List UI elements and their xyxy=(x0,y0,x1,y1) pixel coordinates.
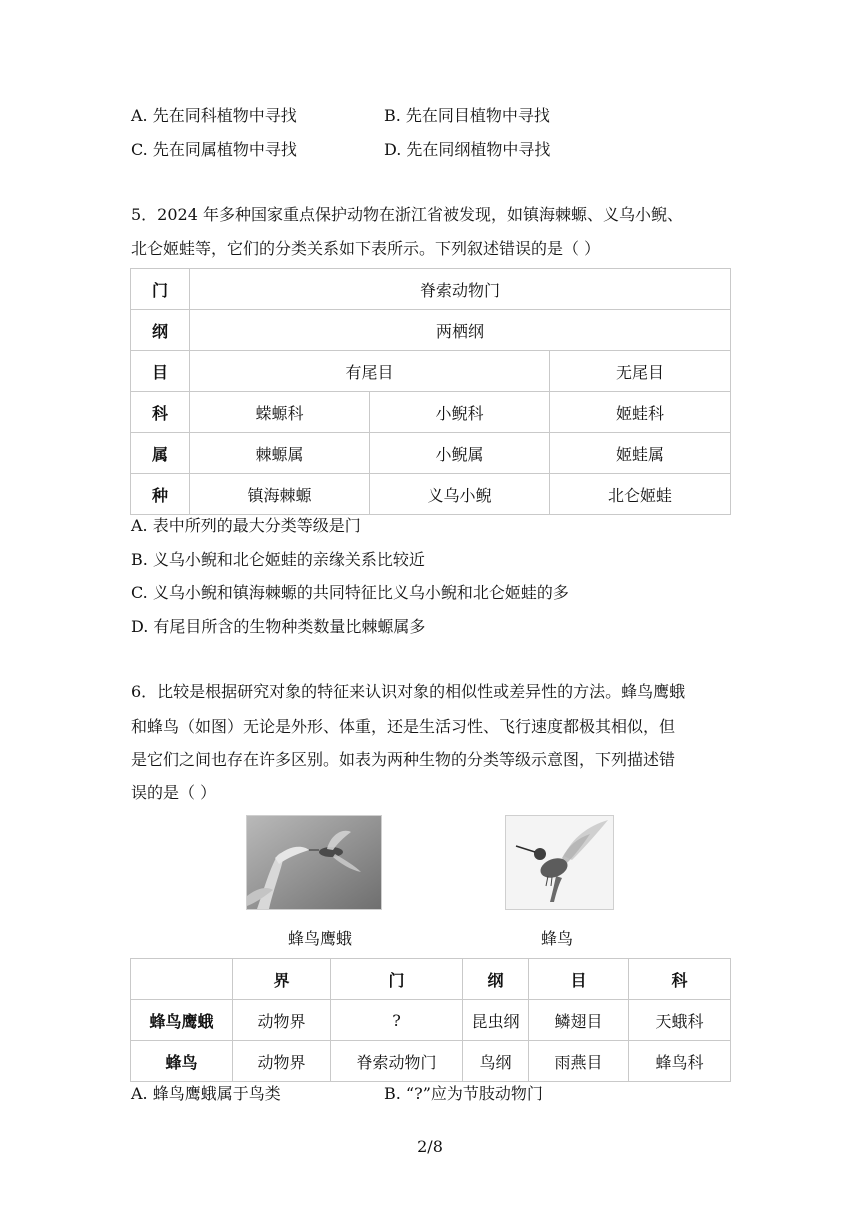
q5-stem-line-1: 5．2024 年多种国家重点保护动物在浙江省被发现，如镇海棘螈、义乌小鲵、 xyxy=(131,205,683,224)
q5-classification-table xyxy=(130,268,731,515)
q5-stem-line-2: 北仑姬蛙等，它们的分类关系如下表所示。下列叙述错误的是（ ） xyxy=(131,239,601,258)
table-row xyxy=(131,1000,731,1041)
hummingbird-caption: 蜂鸟 xyxy=(540,929,573,948)
row-head-genus: 属 xyxy=(131,433,190,474)
row-head-class: 纲 xyxy=(131,310,190,351)
q6-stem-line-1: 6．比较是根据研究对象的特征来认识对象的相似性或差异性的方法。蜂鸟鹰蛾 xyxy=(131,682,686,701)
cell-order-a: 有尾目 xyxy=(190,351,550,392)
hawk-moth-illustration xyxy=(247,816,381,909)
q6-option-a: A. 蜂鸟鹰蛾属于鸟类 xyxy=(131,1084,281,1103)
table-cell: 鸟纲 xyxy=(463,1041,529,1082)
q6-stem-line-4: 误的是（ ） xyxy=(131,783,217,802)
table-cell: 动物界 xyxy=(233,1000,331,1041)
q5-option-c: C. 义乌小鲵和镇海棘螈的共同特征比义乌小鲵和北仑姬蛙的多 xyxy=(131,583,569,602)
cell-phylum: 脊索动物门 xyxy=(190,269,731,310)
row-head-phylum: 门 xyxy=(131,269,190,310)
table-header-row xyxy=(131,959,731,1000)
table-row-class xyxy=(131,310,731,351)
hummingbird-photo xyxy=(505,815,614,910)
table-row-order xyxy=(131,351,731,392)
q6-stem-line-2: 和蜂鸟（如图）无论是外形、体重，还是生活习性、飞行速度都极其相似，但 xyxy=(131,717,676,736)
cell-order-b: 无尾目 xyxy=(550,351,731,392)
q6-option-b: B. “?”应为节肢动物门 xyxy=(384,1084,543,1103)
cell-family-3: 姬蛙科 xyxy=(550,392,731,433)
table-cell: 脊索动物门 xyxy=(331,1041,463,1082)
q6-stem-line-3: 是它们之间也存在许多区别。如表为两种生物的分类等级示意图，下列描述错 xyxy=(131,750,676,769)
cell-species-1: 镇海棘螈 xyxy=(190,474,370,515)
hawk-moth-photo xyxy=(246,815,382,910)
header-cell-order: 目 xyxy=(529,959,629,1000)
hawk-moth-caption: 蜂鸟鹰蛾 xyxy=(287,929,352,948)
cell-species-3: 北仑姬蛙 xyxy=(550,474,731,515)
row-head-order: 目 xyxy=(131,351,190,392)
header-cell-kingdom: 界 xyxy=(233,959,331,1000)
row-head-species: 种 xyxy=(131,474,190,515)
header-cell-phylum: 门 xyxy=(331,959,463,1000)
header-cell-family: 科 xyxy=(629,959,731,1000)
q5-option-a: A. 表中所列的最大分类等级是门 xyxy=(131,516,361,535)
table-row-species xyxy=(131,474,731,515)
table-cell: 雨燕目 xyxy=(529,1041,629,1082)
cell-class: 两栖纲 xyxy=(190,310,731,351)
q4-option-b: B. 先在同目植物中寻找 xyxy=(384,106,550,125)
q4-option-d: D. 先在同纲植物中寻找 xyxy=(384,140,551,159)
row-name-hawk-moth: 蜂鸟鹰蛾 xyxy=(131,1000,233,1041)
page-number: 2/8 xyxy=(417,1137,443,1156)
cell-genus-2: 小鲵属 xyxy=(370,433,550,474)
q6-comparison-table xyxy=(130,958,731,1082)
q5-option-d: D. 有尾目所含的生物种类数量比棘螈属多 xyxy=(131,617,426,636)
table-cell: 昆虫纲 xyxy=(463,1000,529,1041)
cell-genus-3: 姬蛙属 xyxy=(550,433,731,474)
header-cell-class: 纲 xyxy=(463,959,529,1000)
table-cell: 天蛾科 xyxy=(629,1000,731,1041)
table-row-genus xyxy=(131,433,731,474)
cell-species-2: 义乌小鲵 xyxy=(370,474,550,515)
table-cell: 鳞翅目 xyxy=(529,1000,629,1041)
row-name-hummingbird: 蜂鸟 xyxy=(131,1041,233,1082)
table-row xyxy=(131,1041,731,1082)
cell-family-2: 小鲵科 xyxy=(370,392,550,433)
table-row-family xyxy=(131,392,731,433)
cell-genus-1: 棘螈属 xyxy=(190,433,370,474)
hummingbird-illustration xyxy=(506,816,613,909)
cell-family-1: 蝾螈科 xyxy=(190,392,370,433)
table-row-phylum xyxy=(131,269,731,310)
q5-option-b: B. 义乌小鲵和北仑姬蛙的亲缘关系比较近 xyxy=(131,550,425,569)
table-cell-unknown: ? xyxy=(331,1000,463,1041)
table-cell: 动物界 xyxy=(233,1041,331,1082)
q4-option-c: C. 先在同属植物中寻找 xyxy=(131,140,297,159)
q4-option-a: A. 先在同科植物中寻找 xyxy=(131,106,297,125)
row-head-family: 科 xyxy=(131,392,190,433)
table-cell: 蜂鸟科 xyxy=(629,1041,731,1082)
header-cell-blank xyxy=(131,959,233,1000)
